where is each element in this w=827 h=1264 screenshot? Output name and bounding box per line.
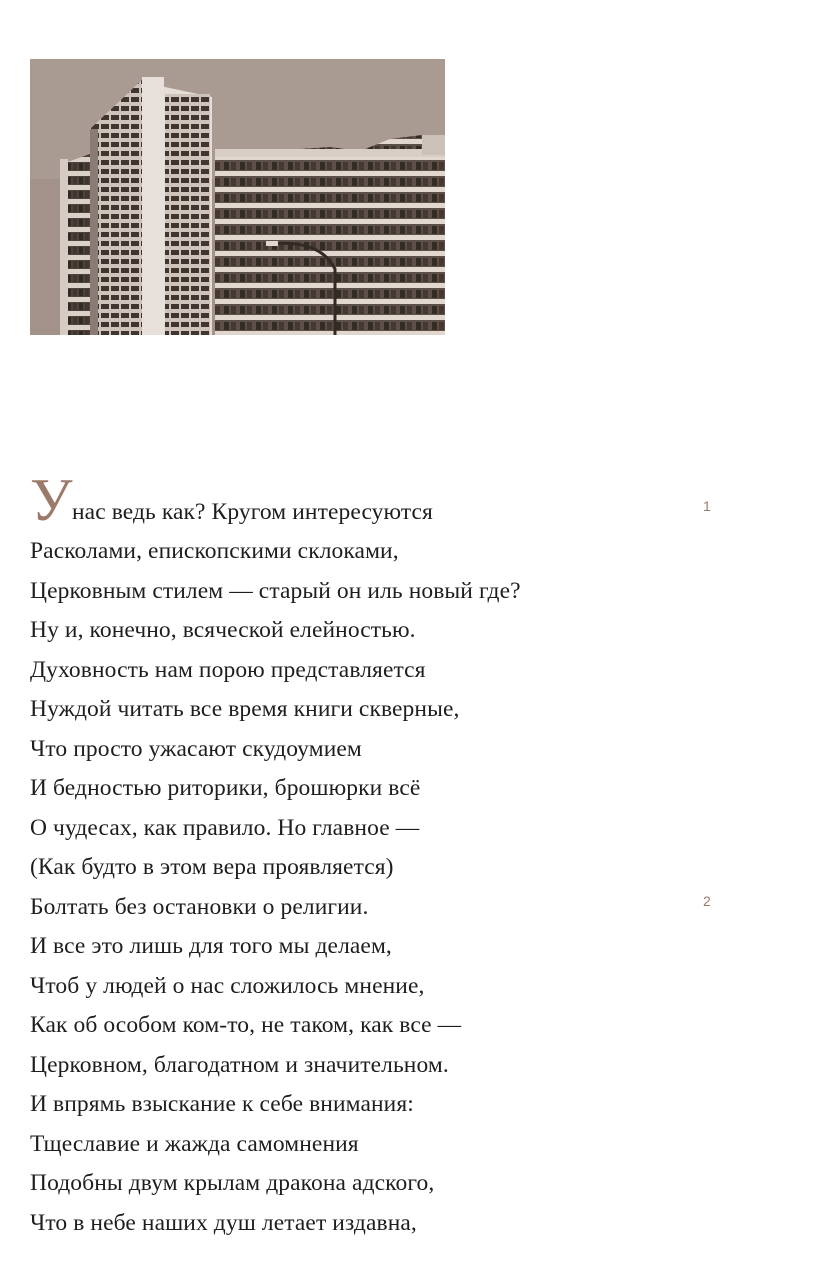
poem-line: Расколами, епископскими склоками,	[30, 538, 399, 564]
poem-line: Болтать без остановки о религии.	[30, 893, 369, 920]
poem-line: Как об особом ком-то, не таком, как все —	[30, 1012, 462, 1038]
poem-line: Нуждой читать все время книги скверные,	[30, 696, 460, 722]
poem-line: О чудесах, как правило. Но главное —	[30, 814, 420, 841]
poem-line: Церковном, благодатном и значительном.	[30, 1051, 449, 1078]
stanza-marker: 1	[703, 498, 711, 514]
stanza-marker: 2	[703, 893, 711, 909]
poem-line: Чтоб у людей о нас сложилось мнение,	[30, 972, 425, 999]
poem-line: Духовность нам порою представляется	[30, 656, 426, 683]
poem-line: Что просто ужасают скудоумием	[30, 735, 362, 762]
poem-first-line-text: нас ведь как? Кругом интересуются	[72, 499, 433, 525]
drop-cap: У	[30, 467, 73, 533]
poem-line: Тщеславие и жажда самомнения	[30, 1130, 359, 1157]
poem-line: Что в небе наших душ летает издавна,	[30, 1209, 417, 1236]
poem-line: Церковным стилем — старый он иль новый где?	[30, 577, 521, 604]
apartment-buildings-photo	[30, 59, 445, 335]
poem-line: (Как будто в этом вера проявляется)	[30, 854, 394, 880]
poem-line: И бедностью риторики, брошюрки всё	[30, 775, 421, 801]
poem-line: Подобны двум крылам дракона адского,	[30, 1170, 435, 1196]
poem-line: Ну и, конечно, всяческой елейностью.	[30, 617, 416, 643]
poem-line: И впрямь взыскание к себе внимания:	[30, 1091, 414, 1117]
poem-line: И все это лишь для того мы делаем,	[30, 933, 392, 959]
